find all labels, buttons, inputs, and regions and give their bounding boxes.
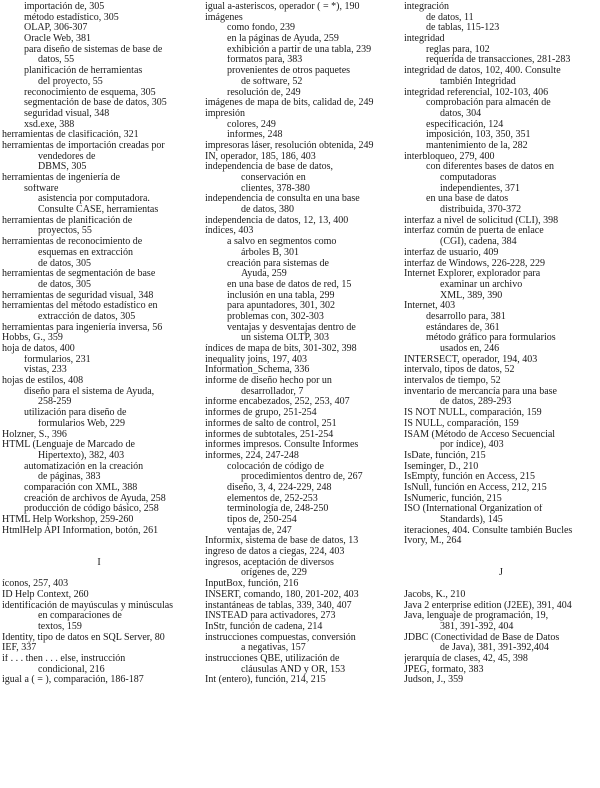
index-subentry: 258-259 — [38, 397, 72, 408]
index-entry: informes de subtotales, 251-254 — [205, 429, 334, 440]
index-subentry: método estadístico, 305 — [24, 12, 119, 23]
index-subentry: ventajas y desventajas dentro de — [227, 322, 356, 333]
index-entry: herramientas de reconocimiento de — [2, 237, 143, 248]
index-subentry: colocación de código de — [227, 461, 324, 472]
index-subentry: con diferentes bases de datos en — [426, 162, 555, 173]
index-entry: Ivory, M., 264 — [404, 536, 462, 547]
index-subentry: formularios Web, 229 — [38, 418, 126, 429]
index-entry: íconos, 257, 403 — [2, 579, 69, 590]
index-entry: Iseminger, D., 210 — [404, 461, 479, 472]
index-entry: IEF, 337 — [2, 643, 37, 654]
index-subentry: distribuida, 370-372 — [440, 205, 522, 216]
index-entry: herramientas de clasificación, 321 — [2, 130, 139, 141]
index-entry: independencia de datos, 12, 13, 400 — [205, 215, 349, 226]
index-entry: iteraciones, 404. Consulte también Bucles — [404, 525, 573, 536]
index-entry: interfaz de Windows, 226-228, 229 — [404, 258, 546, 269]
index-column-3 — [404, 2, 598, 686]
index-entry: interfaz común de puerta de enlace — [404, 226, 544, 237]
index-subentry: de software, 52 — [241, 76, 303, 87]
index-subentry: de datos, 380 — [241, 205, 295, 216]
index-entry: informes de salto de control, 251 — [205, 418, 337, 429]
index-entry: inventario de mercancía para una base — [404, 386, 557, 397]
index-subentry: un sistema OLTP, 303 — [241, 333, 329, 344]
index-subentry: exhibición a partir de una tabla, 239 — [227, 44, 372, 55]
index-entry: IsDate, función, 215 — [404, 450, 486, 461]
index-entry: Judson, J., 359 — [404, 675, 464, 686]
index-subentry: como fondo, 239 — [227, 23, 296, 34]
index-entry: jerarquía de clases, 42, 45, 398 — [404, 653, 528, 664]
index-subentry: imposición, 103, 350, 351 — [426, 130, 531, 141]
index-entry: integridad — [404, 34, 445, 45]
index-entry: informes de grupo, 251-254 — [205, 408, 317, 419]
index-entry: intervalos de tiempo, 52 — [404, 376, 501, 387]
index-subentry: independientes, 371 — [440, 183, 520, 194]
index-subentry: esquemas en extracción — [38, 247, 133, 258]
index-subentry: seguridad visual, 348 — [24, 108, 110, 119]
index-subentry: creación de archivos de Ayuda, 258 — [24, 493, 166, 504]
index-entry: interfaz de usuario, 409 — [404, 247, 499, 258]
index-subentry: de datos, 305 — [38, 258, 92, 269]
index-entry: ISO (International Organization of — [404, 504, 543, 515]
index-entry: Hobbs, G., 359 — [2, 333, 63, 344]
index-subentry: de datos, 289-293 — [440, 397, 512, 408]
index-entry: INTERSECT, operador, 194, 403 — [404, 354, 538, 365]
index-subentry: diseño, 3, 4, 224-229, 248 — [227, 482, 332, 493]
index-subentry: tipos de, 250-254 — [227, 515, 297, 525]
index-entry: JPEG, formato, 383 — [404, 664, 484, 675]
index-entry: índices de mapa de bits, 301-302, 398 — [205, 344, 357, 354]
index-entry: Internet Explorer, explorador para — [404, 269, 541, 280]
index-entry: índices, 403 — [205, 226, 254, 237]
index-subentry: ventajas de, 247 — [227, 525, 292, 536]
index-subentry: elementos de, 252-253 — [227, 493, 318, 504]
index-subentry: 381, 391-392, 404 — [440, 621, 514, 632]
index-subentry: conservación en — [241, 173, 306, 183]
index-entry: IS NULL, comparación, 159 — [404, 418, 519, 429]
index-subentry: especificación, 124 — [426, 119, 504, 130]
index-entry: Identity, tipo de datos en SQL Server, 80 — [2, 632, 165, 643]
index-entry: imágenes — [205, 12, 243, 23]
index-subentry: segmentación de base de datos, 305 — [24, 98, 167, 109]
index-entry: Jacobs, K., 210 — [404, 589, 466, 600]
index-subentry: para diseño de sistemas de base de — [24, 44, 163, 55]
index-entry: independencia de consulta en una base — [205, 194, 360, 205]
index-subentry: (CGI), cadena, 384 — [440, 237, 517, 248]
index-entry: ingreso de datos a ciegas, 224, 403 — [205, 547, 345, 558]
index-subentry: OLAP, 306-307 — [24, 23, 88, 34]
index-subentry: requerida de transacciones, 281-283 — [426, 55, 571, 66]
index-entry: integridad referencial, 102-103, 406 — [404, 87, 549, 98]
index-entry: instrucciones QBE, utilización de — [205, 653, 340, 664]
index-column-1 — [2, 2, 196, 686]
index-subentry: planificación de herramientas — [24, 66, 143, 77]
index-entry: igual a-asteriscos, operador ( = *), 190 — [205, 2, 360, 12]
index-subentry: software — [24, 183, 59, 194]
index-subentry: datos, 304 — [440, 108, 482, 119]
index-subentry: producción de código básico, 258 — [24, 504, 159, 515]
index-subentry: problemas con, 302-303 — [227, 311, 324, 322]
index-subentry: del proyecto, 55 — [38, 76, 103, 87]
index-entry: hoja de datos, 400 — [2, 344, 75, 354]
index-subentry: mantenimiento de la, 282 — [426, 140, 528, 151]
index-subentry: comparación con XML, 388 — [24, 482, 138, 493]
index-subentry: textos, 159 — [38, 621, 82, 632]
index-entry: HTML Help Workshop, 259-260 — [2, 515, 134, 525]
index-subentry: inclusión en una tabla, 299 — [227, 290, 335, 301]
index-subentry: orígenes de, 229 — [241, 568, 307, 579]
index-entry: herramientas del método estadístico en — [2, 301, 158, 312]
index-subentry: vistas, 233 — [24, 365, 67, 376]
index-subentry: de datos, 11 — [426, 12, 474, 23]
index-subentry: a negativas, 157 — [241, 643, 306, 654]
index-subentry: datos, 55 — [38, 55, 75, 66]
index-subentry: procedimientos dentro de, 267 — [241, 472, 363, 483]
index-entry: IS NOT NULL, comparación, 159 — [404, 408, 542, 419]
index-entry: igual a ( = ), comparación, 186-187 — [2, 675, 144, 686]
index-subentry: informes, 248 — [227, 130, 283, 141]
index-entry: INSTEAD para activadores, 273 — [205, 611, 336, 622]
index-subentry: en la páginas de Ayuda, 259 — [227, 34, 339, 45]
index-entry: IN, operador, 185, 186, 403 — [205, 151, 316, 162]
index-entry: integración — [404, 2, 449, 12]
index-entry: HTML (Lenguaje de Marcado de — [2, 440, 135, 451]
index-entry: IsNull, función en Access, 212, 215 — [404, 482, 547, 493]
index-subentry: vendedores de — [38, 151, 96, 162]
index-subentry: resolución de, 249 — [227, 87, 301, 98]
index-subentry: de Java), 381, 391-392,404 — [440, 643, 549, 654]
index-subentry: Ayuda, 259 — [241, 269, 287, 280]
index-entry: informe de diseño hecho por un — [205, 376, 332, 387]
index-subentry: también Integridad — [440, 76, 516, 87]
index-entry: independencia de base de datos, — [205, 162, 334, 173]
index-subentry: formatos para, 383 — [227, 55, 303, 66]
index-entry: Java, lenguaje de programación, 19, — [404, 611, 549, 622]
index-subentry: usados en, 246 — [440, 344, 500, 354]
index-entry: imágenes de mapa de bits, calidad de, 249 — [205, 98, 374, 109]
index-entry: herramientas de importación creadas por — [2, 140, 165, 151]
index-subentry: Hipertexto), 382, 403 — [38, 450, 125, 461]
index-entry: if . . . then . . . else, instrucción — [2, 653, 126, 664]
index-entry: impresión — [205, 108, 245, 119]
index-subentry: colores, 249 — [227, 119, 276, 130]
index-entry: ID Help Context, 260 — [2, 589, 89, 600]
index-subentry: provenientes de otros paquetes — [227, 66, 351, 77]
spacer — [2, 568, 196, 579]
index-subentry: utilización para diseño de — [24, 408, 127, 419]
index-entry: hojas de estilos, 408 — [2, 376, 84, 387]
index-entry: Holzner, S., 396 — [2, 429, 67, 440]
index-subentry: automatización en la creación — [24, 461, 144, 472]
index-entry: Java 2 enterprise edition (J2EE), 391, 404 — [404, 600, 572, 611]
index-subentry: importación de, 305 — [24, 2, 105, 12]
index-subentry: en una base de datos — [426, 194, 509, 205]
index-subentry: condicional, 216 — [38, 664, 105, 675]
index-entry: InputBox, función, 216 — [205, 579, 299, 590]
index-subentry: Standards), 145 — [440, 515, 503, 525]
index-subentry: desarrollador, 7 — [241, 386, 304, 397]
index-subentry: reconocimiento de esquema, 305 — [24, 87, 156, 98]
index-subentry: computadoras — [440, 173, 497, 183]
index-entry: herramientas de seguridad visual, 348 — [2, 290, 154, 301]
spacer — [2, 536, 196, 547]
index-subentry: clientes, 378-380 — [241, 183, 310, 194]
index-entry: identificación de mayúsculas y minúsculas — [2, 600, 174, 611]
index-subentry: terminología de, 248-250 — [227, 504, 329, 515]
index-entry: instantáneas de tablas, 339, 340, 407 — [205, 600, 352, 611]
index-subentry: en una base de datos de red, 15 — [227, 279, 352, 290]
index-subentry: método gráfico para formularios — [426, 333, 556, 344]
index-entry: instrucciones compuestas, conversión — [205, 632, 356, 643]
index-subentry: desarrollo para, 381 — [426, 311, 506, 322]
index-subentry: proyectos, 55 — [38, 226, 92, 237]
index-subentry: de datos, 305 — [38, 279, 92, 290]
index-entry: interbloqueo, 279, 400 — [404, 151, 495, 162]
index-subentry: diseño para el sistema de Ayuda, — [24, 386, 155, 397]
index-entry: informes, 224, 247-248 — [205, 450, 299, 461]
index-subentry: de páginas, 383 — [38, 472, 101, 483]
spacer — [404, 558, 598, 569]
spacer — [404, 579, 598, 590]
spacer — [404, 547, 598, 558]
index-entry: InStr, función de cadena, 214 — [205, 621, 323, 632]
index-subentry: comprobación para almacén de — [426, 98, 551, 109]
index-subentry: asistencia por computadora. — [38, 194, 150, 205]
index-entry: inequality joins, 197, 403 — [205, 354, 307, 365]
index-entry: Information_Schema, 336 — [205, 365, 310, 376]
index-entry: INSERT, comando, 180, 201-202, 403 — [205, 589, 359, 600]
index-entry: herramientas de planificación de — [2, 215, 133, 226]
index-entry: impresoras láser, resolución obtenida, 249 — [205, 140, 374, 151]
index-entry: Internet, 403 — [404, 301, 456, 312]
index-entry: informes impresos. Consulte Informes — [205, 440, 359, 451]
index-entry: HtmlHelp API Information, botón, 261 — [2, 525, 159, 536]
index-subentry: para apuntadores, 301, 302 — [227, 301, 336, 312]
index-subentry: por índice), 403 — [440, 440, 504, 451]
index-entry: IsEmpty, función en Access, 215 — [404, 472, 535, 483]
index-subentry: de tablas, 115-123 — [426, 23, 500, 34]
spacer — [2, 547, 196, 558]
index-subentry: reglas para, 102 — [426, 44, 490, 55]
index-subentry: estándares de, 361 — [426, 322, 500, 333]
index-entry: JDBC (Conectividad de Base de Datos — [404, 632, 560, 643]
index-entry: informe encabezados, 252, 253, 407 — [205, 397, 350, 408]
index-subentry: examinar un archivo — [440, 279, 523, 290]
index-entry: herramientas de ingeniería de — [2, 173, 120, 183]
index-subentry: Oracle Web, 381 — [24, 34, 92, 45]
index-subentry: en comparaciones de — [38, 611, 122, 622]
section-letter-heading: J — [499, 568, 503, 579]
index-subentry: XML, 389, 390 — [440, 290, 503, 301]
index-subentry: Consulte CASE, herramientas — [38, 205, 159, 216]
index-entry: interfaz a nivel de solicitud (CLI), 398 — [404, 215, 559, 226]
index-entry: Int (entero), función, 214, 215 — [205, 675, 326, 686]
index-entry: IsNumeric, función, 215 — [404, 493, 502, 504]
index-subentry: creación para sistemas de — [227, 258, 329, 269]
index-subentry: cláusulas AND y OR, 153 — [241, 664, 346, 675]
index-entry: herramientas para ingeniería inversa, 56 — [2, 322, 163, 333]
index-entry: ISAM (Método de Acceso Secuencial — [404, 429, 556, 440]
index-subentry: xsd.exe, 388 — [24, 119, 75, 130]
index-subentry: árboles B, 301 — [241, 247, 300, 258]
index-subentry: extracción de datos, 305 — [38, 311, 136, 322]
section-letter-heading: I — [97, 557, 101, 568]
index-entry: integridad de datos, 102, 400. Consulte — [404, 66, 561, 77]
index-entry: ingresos, aceptación de diversos — [205, 557, 334, 568]
index-subentry: DBMS, 305 — [38, 162, 87, 173]
index-subentry: a salvo en segmentos como — [227, 237, 337, 248]
index-column-2 — [205, 2, 395, 686]
index-subentry: formularios, 231 — [24, 354, 91, 365]
index-entry: herramientas de segmentación de base — [2, 269, 156, 280]
index-entry: Informix, sistema de base de datos, 13 — [205, 536, 359, 547]
index-entry: intervalo, tipos de datos, 52 — [404, 365, 515, 376]
